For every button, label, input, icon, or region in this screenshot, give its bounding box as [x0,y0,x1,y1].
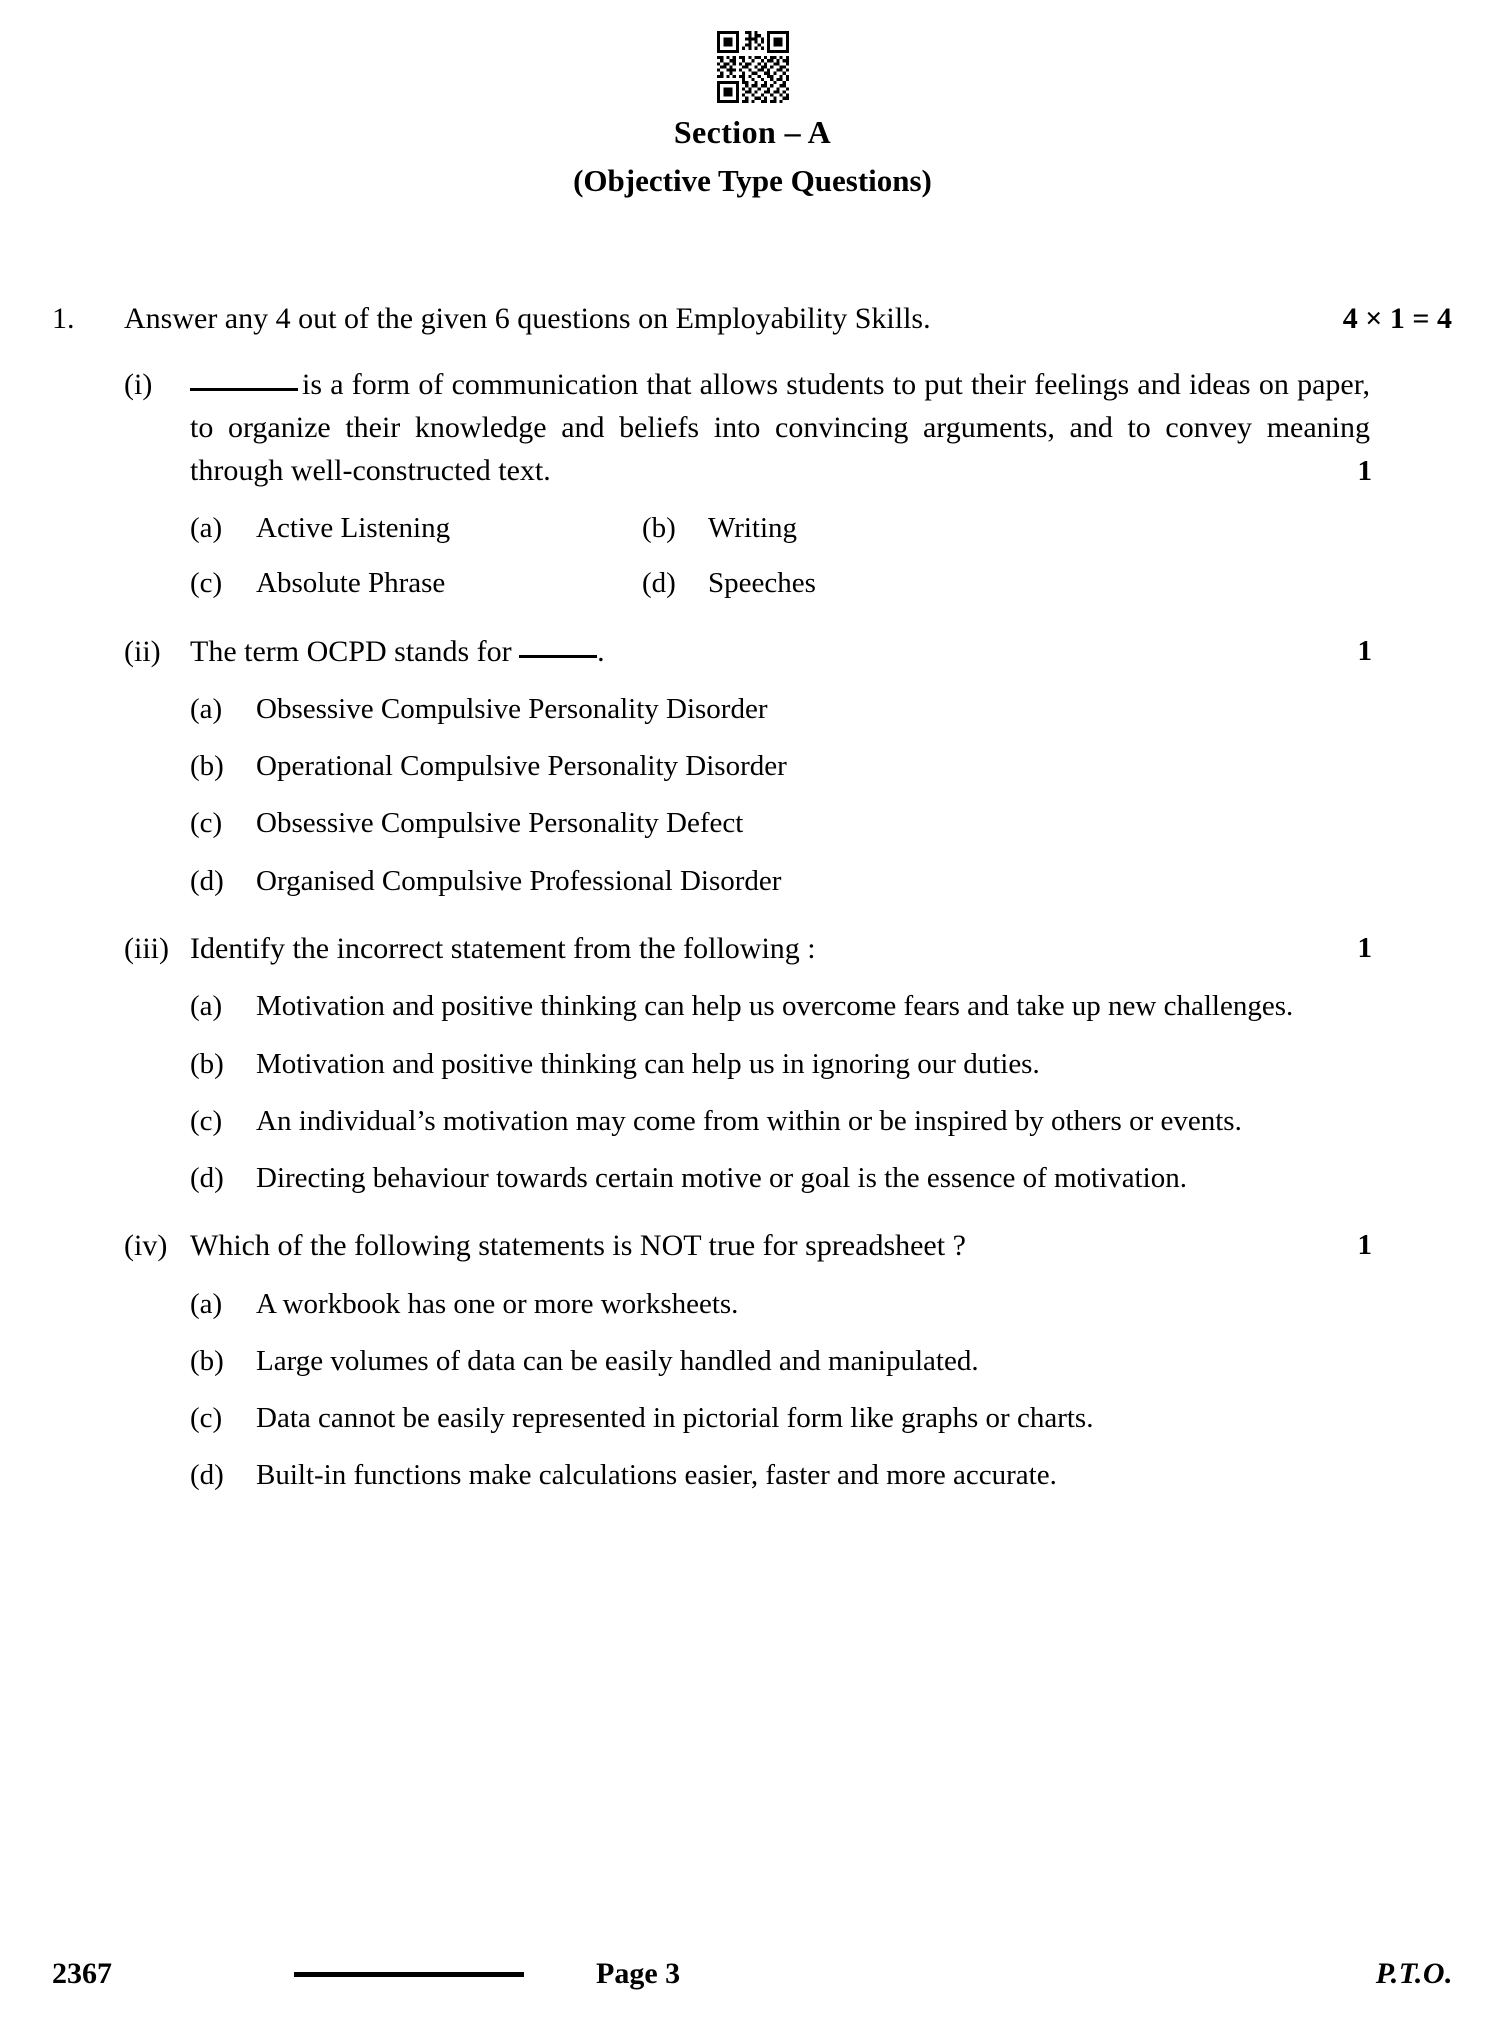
option-tag: (d) [190,1161,224,1194]
option-tag: (a) [190,1287,223,1320]
option-row [190,508,1452,549]
option-label: An individual’s motivation may come from within or be inspired by others or events. [256,1104,1242,1137]
option-d[interactable] [642,563,1452,604]
sub-question-stem-text: Which of the following statements is NOT true for spreadsheet ? [190,1229,966,1263]
option-label: Motivation and positive thinking can help us in ignoring our duties. [256,1047,1040,1080]
sub-question-stem-text: is a form of communication that allows students to put their feelings and ideas on paper, to organize their knowledge and beliefs into convincing arguments, and to convey meaning through well-constructed text. [190,368,1370,487]
pto-label: P.T.O. [1375,1957,1453,1990]
option-b[interactable] [642,508,1452,549]
sub-question-label: (i) [124,368,153,402]
questions-container [52,300,1452,1496]
section-heading-block [0,112,1505,201]
option-tag: (c) [190,807,223,840]
option-label: A workbook has one or more worksheets. [256,1287,739,1320]
option-label: Active Listening [256,512,451,545]
question-instruction: Answer any 4 out of the given 6 questions on Employability Skills. [124,302,931,335]
option-label: Obsessive Compulsive Personality Defect [256,807,744,840]
option-b[interactable] [190,1341,1452,1382]
options-list-ii [190,689,1452,902]
option-tag: (b) [190,1047,224,1080]
option-tag: (d) [190,1459,224,1492]
sub-question-marks: 1 [1357,634,1372,667]
option-a[interactable] [190,986,1452,1027]
option-tag: (b) [190,1344,224,1377]
sub-question-marks: 1 [1357,455,1372,487]
option-a[interactable] [190,689,1452,730]
option-label: Writing [708,512,798,545]
qr-code-container [0,28,1505,106]
section-title: Section – A [673,114,832,150]
page-footer [52,1952,1453,1996]
option-d[interactable] [190,1455,1452,1496]
option-tag: (a) [190,512,223,545]
question-marks-formula: 4 × 1 = 4 [1342,302,1452,335]
option-c[interactable] [190,1398,1452,1439]
sub-question-label: (ii) [124,634,161,668]
sub-question-iii [52,928,1452,1199]
sub-question-label: (iv) [124,1229,168,1263]
sub-question-ii [52,631,1452,902]
options-list-iii [190,986,1452,1199]
option-tag: (a) [190,693,223,726]
section-subtitle: (Objective Type Questions) [573,163,932,198]
option-label: Motivation and positive thinking can help us overcome fears and take up new challenges. [256,990,1294,1023]
option-d[interactable] [190,1158,1452,1199]
options-list-iv [190,1284,1452,1497]
option-tag: (c) [190,1402,223,1435]
question-1-header [52,300,1452,338]
sub-question-marks: 1 [1357,931,1372,964]
sub-question-iv [52,1225,1452,1496]
sub-question-stem [190,364,1370,492]
sub-question-stem-text: The term OCPD stands for [190,634,512,668]
option-c[interactable] [190,563,642,604]
option-a[interactable] [190,1284,1452,1325]
option-label: Built-in functions make calculations easier, faster and more accurate. [256,1459,1057,1492]
sub-question-stem-text: Identify the incorrect statement from the following : [190,931,816,965]
option-label: Large volumes of data can be easily handled and manipulated. [256,1344,979,1377]
sub-question-stem [190,928,1370,971]
option-d[interactable] [190,861,1452,902]
option-row [190,563,1452,604]
sub-question-stem [190,631,1370,674]
option-label: Data cannot be easily represented in pictorial form like graphs or charts. [256,1402,1094,1435]
option-tag: (b) [642,512,676,545]
option-tag: (c) [190,567,223,600]
sub-question-stem [190,1225,1370,1268]
answer-blank [519,655,597,658]
option-b[interactable] [190,1044,1452,1085]
question-number: 1. [52,302,75,335]
sub-question-i [52,364,1452,604]
option-a[interactable] [190,508,642,549]
options-grid-i [190,508,1452,604]
option-tag: (c) [190,1104,223,1137]
answer-blank [190,388,298,391]
option-label: Organised Compulsive Professional Disorder [256,864,782,897]
option-tag: (d) [642,567,676,600]
option-b[interactable] [190,746,1452,787]
page-number: Page 3 [596,1957,681,1990]
option-tag: (d) [190,864,224,897]
option-label: Directing behaviour towards certain motive or goal is the essence of motivation. [256,1161,1187,1194]
paper-code: 2367 [52,1957,112,1990]
option-tag: (b) [190,750,224,783]
footer-divider [294,1972,524,1977]
option-c[interactable] [190,803,1452,844]
option-label: Absolute Phrase [256,567,446,600]
qr-code-icon [714,28,792,106]
sub-question-stem-suffix: . [597,634,605,668]
option-c[interactable] [190,1101,1452,1142]
option-label: Obsessive Compulsive Personality Disorder [256,693,768,726]
sub-question-label: (iii) [124,931,169,965]
option-tag: (a) [190,990,223,1023]
option-label: Speeches [708,567,816,600]
option-label: Operational Compulsive Personality Disorder [256,750,787,783]
sub-question-marks: 1 [1357,1229,1372,1262]
